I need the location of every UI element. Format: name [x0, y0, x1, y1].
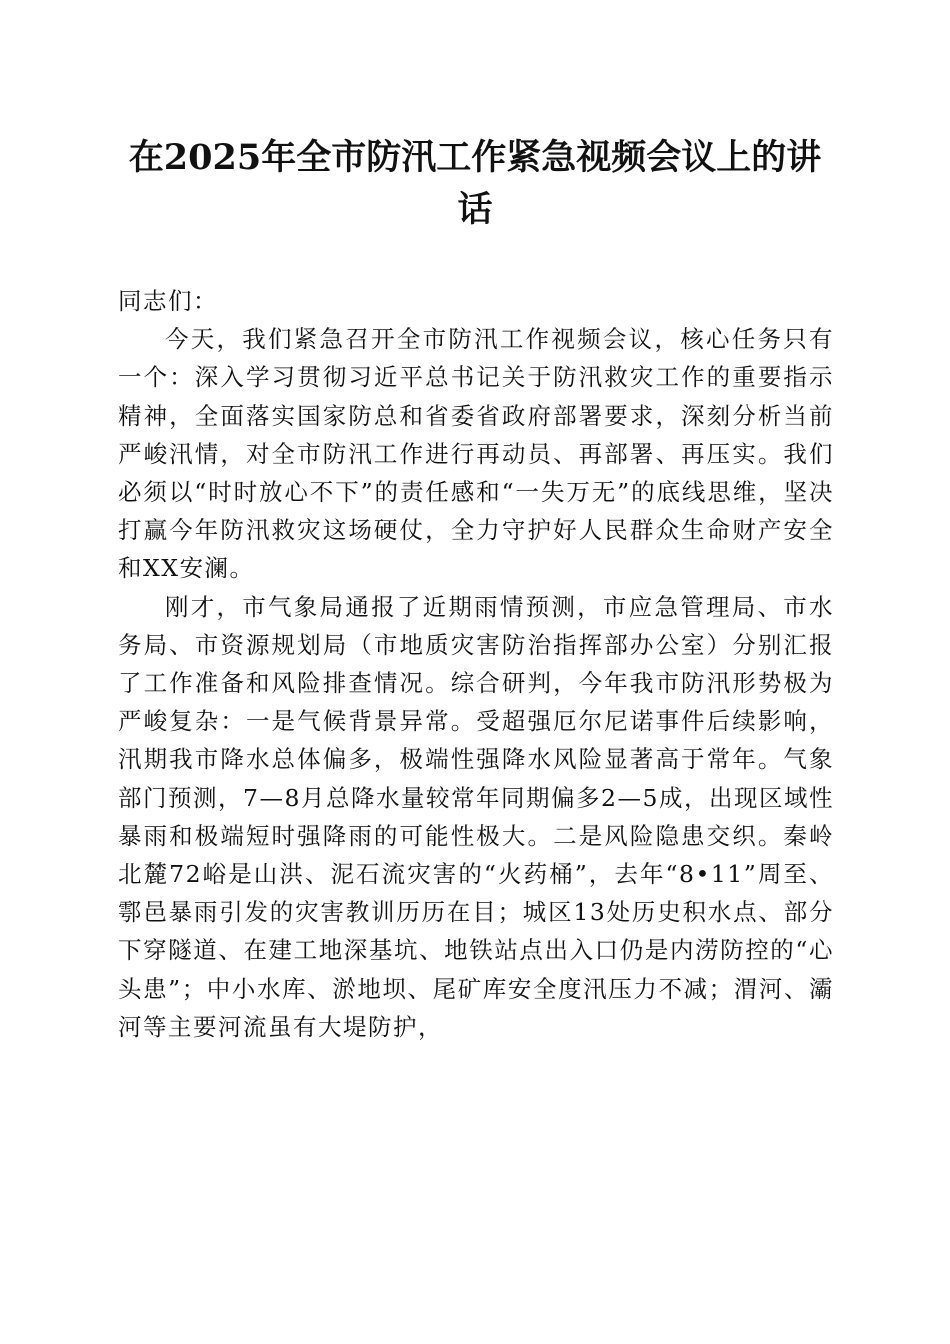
paragraph-opening: 今天，我们紧急召开全市防汛工作视频会议，核心任务只有一个：深入学习贯彻习近平总书记关于防汛救灾工作的重要指示精神，全面落实国家防总和省委省政府部署要求，深刻分析当前严峻汛情，对全市防汛工作进行再动员、再部署、再压实。我们必须以“时时放心不下”的责任感和“一失万无”的底线思维，坚决打赢今年防汛救灾这场硬仗，全力守护好人民群众生命财产安全和XX安澜。 [118, 325, 834, 583]
document-body [118, 282, 834, 1046]
greeting: 同志们： [118, 287, 218, 315]
document-title: 在2025年全市防汛工作紧急视频会议上的讲话 [128, 137, 822, 230]
paragraph-situation: 刚才，市气象局通报了近期雨情预测，市应急管理局、市水务局、市资源规划局（市地质灾害防治指挥部办公室）分别汇报了工作准备和风险排查情况。综合研判，今年我市防汛形势极为严峻复杂：一是气候背景异常。受超强厄尔尼诺事件后续影响，汛期我市降水总体偏多，极端性强降水风险显著高于常年。气象部门预测，7—8月总降水量较常年同期偏多2—5成，出现区域性暴雨和极端短时强降雨的可能性极大。二是风险隐患交织。秦岭北麓72峪是山洪、泥石流灾害的“火药桶”，去年“8•11”周至、鄠邑暴雨引发的灾害教训历历在目；城区13处历史积水点、部分下穿隧道、在建工地深基坑、地铁站点出入口仍是内涝防控的“心头患”；中小水库、淤地坝、尾矿库安全度汛压力不减；渭河、灞河等主要河流虽有大堤防护， [118, 592, 834, 1041]
